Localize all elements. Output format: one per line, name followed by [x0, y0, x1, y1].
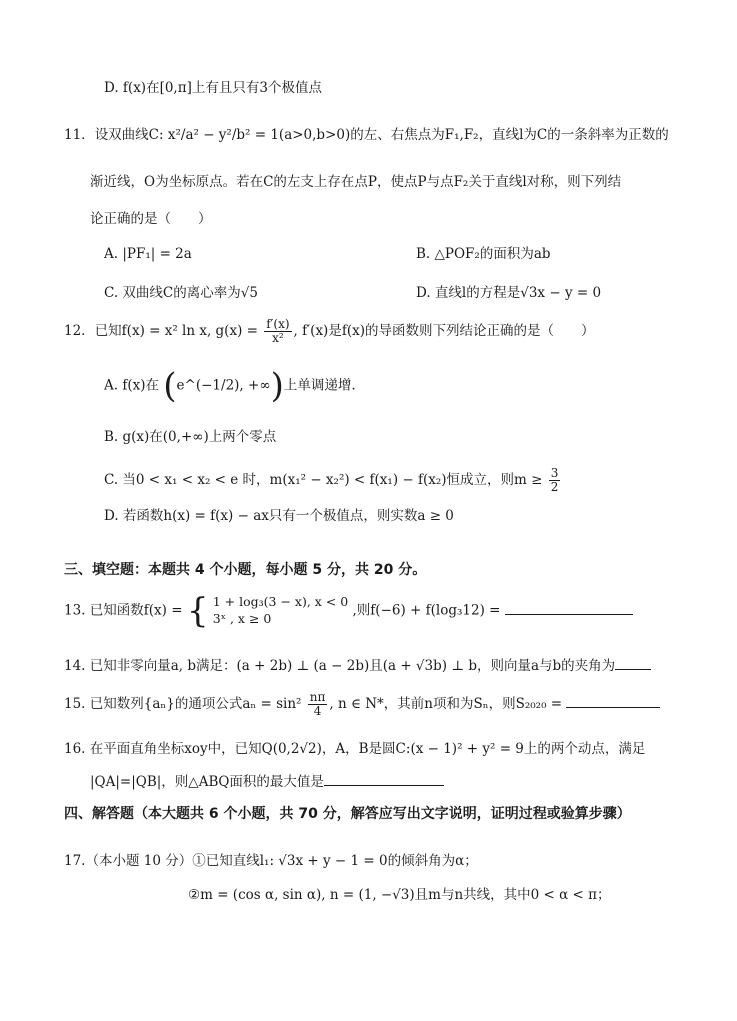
- q15-text-b: , n ∈ N*，其前n项和为Sₙ，则S₂₀₂₀ =: [329, 696, 563, 713]
- q11-number: 11．: [64, 127, 95, 143]
- q11-stem-line3: 论正确的是（ ）: [90, 211, 212, 227]
- q14-text: 14. 已知非零向量a, b满足：(a + 2b) ⊥ (a − 2b)且(a + √3b) ⊥ b，则向量a与b的夹角为: [64, 658, 616, 674]
- q12-option-c: [104, 467, 562, 494]
- q12-right-paren: ): [270, 366, 284, 406]
- q11-stem-line2: 渐近线，O为坐标原点。若在C的左支上存在点P，使点P与点F₂关于直线l对称，则下列结: [90, 174, 622, 190]
- section3-title: 三、填空题：本题共 4 个小题，每小题 5 分，共 20 分。: [64, 562, 427, 578]
- q15-fraction: [308, 691, 328, 718]
- q10-option-d: D. f(x)在[0,π]上有且只有3个极值点: [104, 80, 322, 96]
- q12-option-a: [104, 366, 356, 406]
- q12-stem-b: , f′(x)是f(x)的导函数则下列结论正确的是（ ）: [293, 323, 595, 340]
- q13-piecewise-brace: {: [186, 591, 209, 631]
- q11-stem-b: 的左、右焦点为F₁,F₂，直线l为C的一条斜率为正数的: [350, 127, 669, 143]
- q11-stem-line1: [64, 127, 669, 143]
- q14-line: [64, 657, 651, 674]
- q13-text-a: 13. 已知函数f(x) =: [64, 602, 183, 619]
- q12-option-a-text-b: 上单调递增.: [283, 377, 356, 394]
- q12-g-numerator: f′(x): [266, 317, 290, 331]
- q13-piecewise-cases: [213, 594, 348, 628]
- section4-title: 四、解答题（本大题共 6 个小题，共 70 分，解答应写出文字说明，证明过程或验算步骤）: [64, 806, 631, 822]
- q16-line2: [90, 773, 444, 790]
- q16-text: |QA|=|QB|，则△ABQ面积的最大值是: [90, 774, 324, 790]
- q15-denominator: 4: [313, 704, 322, 719]
- q11-option-d: D. 直线l的方程是√3x − y = 0: [416, 285, 602, 301]
- q12-number: 12．: [64, 323, 95, 340]
- q12-option-c-denominator: 2: [550, 480, 559, 495]
- q15-answer-blank[interactable]: [566, 695, 660, 708]
- q11-hyperbola-equation: x²/a² − y²/b² = 1(a>0,b>0): [167, 127, 351, 143]
- q11-option-b: B. △POF₂的面积为ab: [416, 246, 551, 262]
- q13-answer-blank[interactable]: [505, 602, 633, 615]
- q17-line2: ②m = (cos α, sin α), n = (1, −√3)且m与n共线，其中0 < α < π；: [188, 887, 611, 903]
- q12-g-fraction: [264, 318, 291, 345]
- q13-case-2: 3ˣ , x ≥ 0: [212, 611, 272, 626]
- q15-text-a: 15. 已知数列{aₙ}的通项公式aₙ = sin²: [64, 696, 302, 713]
- q16-line1: 16. 在平面直角坐标xoy中，已知Q(0,2√2)，A，B是圆C:(x − 1)² + y² = 9上的两个动点，满足: [64, 741, 646, 757]
- q11-stem-a: 设双曲线C:: [94, 127, 164, 143]
- q17-line1: 17.（本小题 10 分）①已知直线l₁: √3x + y − 1 = 0的倾斜角为α；: [64, 853, 478, 869]
- q12-left-paren: (: [163, 366, 177, 406]
- q12-option-c-fraction: [549, 467, 561, 494]
- q16-answer-blank[interactable]: [324, 773, 444, 786]
- q12-option-a-interval: e^(−1/2), +∞: [176, 377, 271, 394]
- q12-stem: [64, 318, 594, 345]
- q13-text-b: ,则f(−6) + f(log₃12) =: [352, 602, 501, 619]
- q11-option-a: A. |PF₁| = 2a: [104, 246, 192, 262]
- q13-case-1: 1 + log₃(3 − x), x < 0: [212, 594, 349, 610]
- q12-g-denominator: x²: [272, 331, 284, 346]
- q12-option-c-text: C. 当0 < x₁ < x₂ < e 时，m(x₁² − x₂²) < f(x₁) − f(x₂)恒成立，则m ≥: [104, 472, 543, 489]
- q12-option-c-numerator: 3: [550, 466, 559, 480]
- q15-numerator: nπ: [309, 690, 326, 704]
- q11-option-c: C. 双曲线C的离心率为√5: [104, 285, 258, 301]
- q12-option-b: B. g(x)在(0,+∞)上两个零点: [104, 429, 277, 445]
- q14-answer-blank[interactable]: [615, 657, 651, 670]
- q12-option-a-text: A. f(x)在: [104, 377, 159, 394]
- q15-line: [64, 691, 660, 718]
- q12-option-d: D. 若函数h(x) = f(x) − ax只有一个极值点，则实数a ≥ 0: [104, 508, 454, 524]
- q12-stem-a: 已知f(x) = x² ln x, g(x) =: [94, 323, 258, 340]
- q13-line: [64, 591, 633, 631]
